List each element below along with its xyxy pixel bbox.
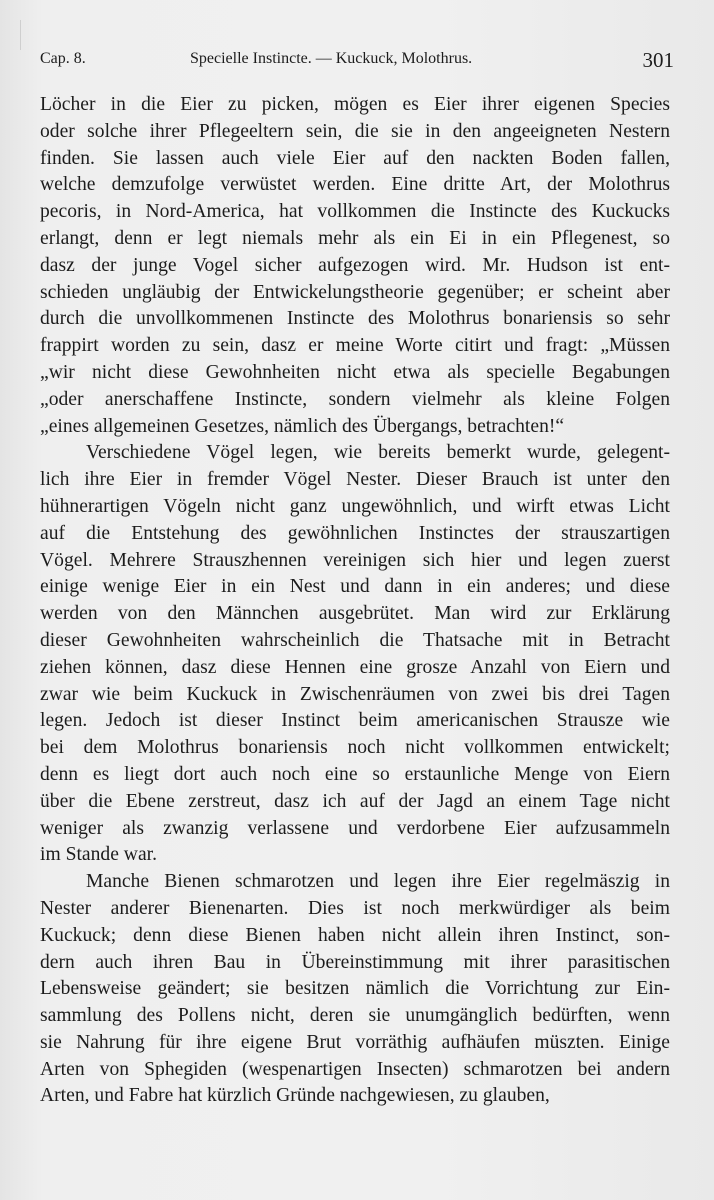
text-line: hühnerartigen Vögeln nicht ganz ungewöhnlich, und wirft etwas Licht <box>40 495 670 517</box>
text-line: bei dem Molothrus bonariensis noch nicht vollkommen entwickelt; <box>40 737 670 759</box>
text-line: legen. Jedoch ist dieser Instinct beim americanischen Strausze wie <box>40 710 670 732</box>
text-line: frappirt worden zu sein, dasz er meine Worte citirt und fragt: „Müssen <box>40 335 670 357</box>
text-line: Arten, und Fabre hat kürzlich Gründe nachgewiesen, zu glauben, <box>40 1085 550 1107</box>
text-line: denn es liegt dort auch noch eine so erstaunliche Menge von Eiern <box>40 763 670 785</box>
text-line: Lebensweise geändert; sie besitzen nämlich die Vorrichtung zur Ein- <box>40 978 670 1000</box>
text-line: pecoris, in Nord-America, hat vollkommen die Instincte des Kuckucks <box>40 201 670 223</box>
text-line: werden von den Männchen ausgebrütet. Man wird zur Erklärung <box>40 603 670 625</box>
text-line: sie Nahrung für ihre eigene Brut vorräthig aufhäufen müszten. Einige <box>40 1031 670 1053</box>
text-line: über die Ebene zerstreut, dasz ich auf der Jagd an einem Tage nicht <box>40 790 670 812</box>
text-line: dieser Gewohnheiten wahrscheinlich die Thatsache mit in Betracht <box>40 629 670 651</box>
running-header <box>40 46 674 76</box>
text-line: dasz der junge Vogel sicher aufgezogen wird. Mr. Hudson ist ent- <box>40 254 670 276</box>
text-line: Löcher in die Eier zu picken, mögen es Eier ihrer eigenen Species <box>40 94 670 115</box>
text-line: schieden ungläubig der Entwickelungstheorie gegenüber; er scheint aber <box>40 281 670 303</box>
text-line: Arten von Sphegiden (wespenartigen Insecten) schmarotzen bei andern <box>40 1058 670 1080</box>
text-line: sammlung des Pollens nicht, deren sie unumgänglich bedürften, wenn <box>40 1005 670 1027</box>
text-line: Verschiedene Vögel legen, wie bereits bemerkt wurde, gelegent- <box>86 442 670 464</box>
page-number: 301 <box>642 48 674 72</box>
text-line: im Stande war. <box>40 844 157 866</box>
text-line: welche demzufolge verwüstet werden. Eine dritte Art, der Molothrus <box>40 174 670 196</box>
text-line: finden. Sie lassen auch viele Eier auf den nackten Boden fallen, <box>40 147 670 169</box>
text-line: lich ihre Eier in fremder Vögel Nester. Dieser Brauch ist unter den <box>40 469 670 491</box>
text-line: dern auch ihren Bau in Übereinstimmung mit ihrer parasitischen <box>40 951 670 973</box>
text-line: Kuckuck; denn diese Bienen haben nicht allein ihren Instinct, son- <box>40 924 670 946</box>
paragraph <box>40 92 670 440</box>
text-line: zwar wie beim Kuckuck in Zwischenräumen von zwei bis drei Tagen <box>40 683 670 705</box>
text-line: auf die Entstehung des gewöhnlichen Instinctes der strauszartigen <box>40 522 670 544</box>
paragraph <box>40 869 670 1110</box>
text-line: Manche Bienen schmarotzen und legen ihre Eier regelmäszig in <box>86 871 670 893</box>
text-line: Nester anderer Bienenarten. Dies ist noch merkwürdiger als beim <box>40 897 670 919</box>
paragraph <box>40 440 670 869</box>
text-line: „eines allgemeinen Gesetzes, nämlich des Übergangs, betrachten!“ <box>40 415 565 437</box>
text-line: oder solche ihrer Pflegeeltern sein, die sie in den angeeigneten Nestern <box>40 120 670 142</box>
chapter-label: Cap. 8. <box>40 50 86 67</box>
text-line: „wir nicht diese Gewohnheiten nicht etwa als specielle Begabungen <box>40 361 670 383</box>
text-line: erlangt, denn er legt niemals mehr als ein Ei in ein Pflegenest, so <box>40 227 670 249</box>
text-line: ziehen können, dasz diese Hennen eine grosze Anzahl von Eiern und <box>40 656 670 678</box>
body-text <box>40 92 670 1110</box>
running-title: Specielle Instincte. — Kuckuck, Molothrus. <box>190 50 473 67</box>
text-line: „oder anerschaffene Instincte, sondern vielmehr als kleine Folgen <box>40 388 670 410</box>
text-line: durch die unvollkommenen Instincte des Molothrus bonariensis so sehr <box>40 308 670 330</box>
text-line: Vögel. Mehrere Strauszhennen vereinigen sich hier und legen zuerst <box>40 549 670 571</box>
page-scratch-mark <box>20 20 21 50</box>
text-line: einige wenige Eier in ein Nest und dann in ein anderes; und diese <box>40 576 670 598</box>
text-line: weniger als zwanzig verlassene und verdorbene Eier aufzusammeln <box>40 817 670 839</box>
